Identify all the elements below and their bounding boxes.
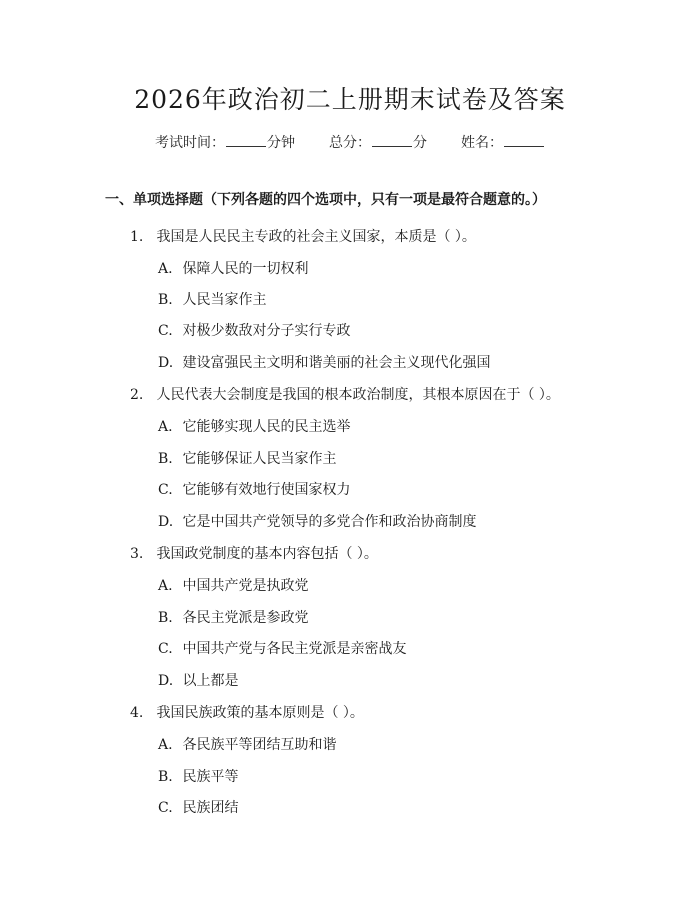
question-number: 4. [130, 705, 144, 721]
question-1 [130, 226, 476, 246]
question-text: 人民代表大会制度是我国的根本政治制度，其根本原因在于（ ）。 [156, 387, 560, 403]
question-text: 我国民族政策的基本原则是（ ）。 [156, 705, 364, 721]
option-letter: C. [158, 482, 173, 498]
page-title: 2026年政治初二上册期末试卷及答案 [134, 85, 566, 114]
question-3-option-a[interactable] [158, 575, 308, 595]
option-letter: C. [158, 323, 173, 339]
option-text: 民族团结 [182, 800, 239, 816]
exam-time-label: 考试时间： [155, 135, 225, 151]
option-letter: C. [158, 641, 173, 657]
question-3 [130, 543, 378, 563]
exam-time-blank[interactable] [226, 134, 266, 147]
question-text: 我国政党制度的基本内容包括（ ）。 [156, 546, 378, 562]
question-4-option-a[interactable] [158, 734, 336, 754]
question-2-option-b[interactable] [158, 448, 336, 468]
question-number: 1. [130, 229, 144, 245]
question-1-option-a[interactable] [158, 258, 308, 278]
question-2-option-c[interactable] [158, 479, 350, 499]
option-letter: B. [158, 610, 173, 626]
option-letter: B. [158, 769, 173, 785]
option-letter: B. [158, 292, 173, 308]
option-text: 对极少数敌对分子实行专政 [182, 323, 351, 339]
option-letter: D. [158, 673, 174, 689]
exam-info-line [0, 132, 700, 152]
question-3-option-b[interactable] [158, 607, 308, 627]
question-number: 3. [130, 546, 144, 562]
question-2 [130, 384, 560, 404]
name-blank[interactable] [504, 134, 544, 147]
option-text: 民族平等 [182, 769, 239, 785]
option-text: 保障人民的一切权利 [182, 261, 309, 277]
option-letter: D. [158, 514, 174, 530]
question-2-option-a[interactable] [158, 416, 350, 436]
total-score-blank[interactable] [372, 134, 412, 147]
question-text: 我国是人民民主专政的社会主义国家，本质是（ ）。 [156, 229, 476, 245]
option-text: 它能够实现人民的民主选举 [182, 419, 351, 435]
question-2-option-d[interactable] [158, 511, 476, 531]
exam-time-unit: 分钟 [267, 135, 295, 151]
question-1-option-d[interactable] [158, 352, 490, 372]
option-letter: C. [158, 800, 173, 816]
option-text: 它能够有效地行使国家权力 [182, 482, 351, 498]
question-4-option-c[interactable] [158, 797, 238, 817]
question-3-option-c[interactable] [158, 638, 406, 658]
question-1-option-b[interactable] [158, 289, 266, 309]
option-text: 建设富强民主文明和谐美丽的社会主义现代化强国 [182, 355, 491, 371]
option-letter: A. [158, 419, 173, 435]
option-text: 中国共产党与各民主党派是亲密战友 [182, 641, 407, 657]
option-letter: A. [158, 261, 173, 277]
section-heading: 一、单项选择题（下列各题的四个选项中，只有一项是最符合题意的。） [105, 192, 546, 208]
option-letter: B. [158, 451, 173, 467]
option-text: 各民族平等团结互助和谐 [182, 737, 337, 753]
option-letter: A. [158, 737, 173, 753]
question-number: 2. [130, 387, 144, 403]
option-letter: D. [158, 355, 174, 371]
option-text: 它能够保证人民当家作主 [182, 451, 337, 467]
total-score-unit: 分 [413, 135, 427, 151]
option-text: 以上都是 [182, 673, 239, 689]
question-3-option-d[interactable] [158, 670, 238, 690]
option-text: 人民当家作主 [182, 292, 267, 308]
option-text: 各民主党派是参政党 [182, 610, 309, 626]
question-4-option-b[interactable] [158, 766, 238, 786]
option-letter: A. [158, 578, 173, 594]
question-1-option-c[interactable] [158, 320, 350, 340]
name-label: 姓名： [461, 135, 503, 151]
question-4 [130, 702, 364, 722]
option-text: 中国共产党是执政党 [182, 578, 309, 594]
total-score-label: 总分： [329, 135, 371, 151]
option-text: 它是中国共产党领导的多党合作和政治协商制度 [182, 514, 477, 530]
